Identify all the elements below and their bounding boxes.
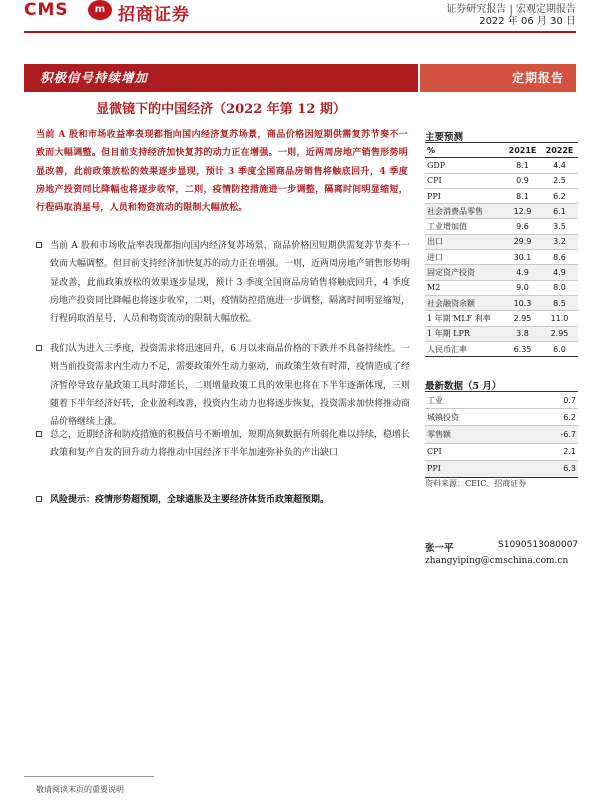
table-row [425,250,578,265]
analyst-name: 张一平 [425,543,454,554]
bullet-text: 我们认为进入三季度，投资需求将迅速回升，6 月以来商品价格的下跌并不具备持续性。一则当前投资需求内生动力不足，需要政策外生动力驱动，而政策生效有时滞，疫情造成了经济暂停导致存量政策工具时滞延长，二则增量政策工具的效果也将在下半年逐渐体现，三则随着下半年经济好转，企业盈利改善，投资内生动力也将逐步恢复，投资需求加快将推动商品价格继续上涨。 [50,344,411,428]
header-divider [24,31,576,33]
cell-2022e: 6.1 [541,204,578,219]
table-row [425,173,578,188]
cell-2022e: 11.0 [541,311,578,326]
row-label: 固定资产投资 [425,265,504,280]
cell-2022e: 3.5 [541,219,578,234]
cell-2022e: 8.5 [541,295,578,310]
cell-2021e: 30.1 [504,250,541,265]
cell-2022e: 8.6 [541,250,578,265]
cell-value: 6.2 [524,409,578,426]
bullet-item [36,237,410,328]
company-logo [0,0,215,26]
bullet-block-2 [36,340,410,431]
bullet-block-risk [36,491,410,509]
cell-value: 2.1 [524,443,578,460]
cell-2022e: 4.4 [541,158,578,173]
report-category: 证券研究报告 | 宏观定期报告 [446,4,576,15]
forecast-header-row [425,143,578,158]
risk-warning-text: 风险提示：疫情形势超预期，全球通胀及主要经济体货币政策超预期。 [50,495,330,505]
row-label: CPI [425,443,524,460]
row-label: 城镇投资 [425,409,524,426]
row-label: 1 年期 LPR [425,326,504,341]
table-row [425,311,578,326]
forecast-col-unit: % [425,143,504,158]
row-label: 进口 [425,250,504,265]
row-label: 工业增加值 [425,219,504,234]
table-row [425,188,578,203]
row-label: 社会融资余额 [425,295,504,310]
table-row [425,265,578,280]
row-label: PPI [425,460,524,477]
row-label: GDP [425,158,504,173]
analyst-certificate-id: S1090513080007 [498,540,579,550]
forecast-col-2021e: 2021E [504,143,541,158]
bullet-text: 当前 A 股和市场收益率表现都指向国内经济复苏场景，商品价格因短期供需复苏节奏不一致而大幅调整。但目前支持经济加快复苏的动力正在增强。一则，近两周房地产销售形势明显改善，此前政策放松的效果逐步显现，预计 3 季度全国商品房销售将触底回升，4 季度房地产投资同比降幅也将逐步收窄，二则，疫情防控措施进一步调整，隔离时间明显缩短，行程码取消星号，人员和物资流动的限制大幅放松。 [50,241,411,325]
cell-2021e: 0.9 [504,173,541,188]
report-date: 2022 年 06 月 30 日 [479,16,576,27]
cell-value: 6.3 [524,460,578,477]
cell-2022e: 2.5 [541,173,578,188]
row-label: PPI [425,188,504,203]
bullet-item [36,426,410,463]
table-row [425,234,578,249]
cell-2022e: 6.0 [541,341,578,356]
table-row [425,460,578,477]
cell-value: 0.7 [524,392,578,409]
cell-2022e: 2.95 [541,326,578,341]
data-source-note: 资料来源：CEIC、招商证券 [425,479,527,488]
cell-2021e: 8.1 [504,158,541,173]
logo-latin-text: CMS [24,0,69,20]
row-label: CPI [425,173,504,188]
cell-2021e: 10.3 [504,295,541,310]
headline-banner-label: 积极信号持续增加 [40,70,149,85]
row-label: 出口 [425,234,504,249]
table-row [425,295,578,310]
table-row [425,426,578,443]
footer-disclaimer: 敬请阅读末页的重要说明 [36,785,124,794]
bullet-block-1 [36,237,410,328]
bullet-square-icon [36,431,42,437]
cell-2021e: 6.35 [504,341,541,356]
cell-2022e: 6.2 [541,188,578,203]
cell-2022e: 3.2 [541,234,578,249]
table-row [425,219,578,234]
table-row [425,204,578,219]
cell-2021e: 9.0 [504,280,541,295]
latest-data-title: 最新数据（5 月） [425,381,502,392]
report-title: 显微镜下的中国经济（2022 年第 12 期） [96,102,346,117]
row-label: 工业 [425,392,524,409]
bullet-item [36,340,410,431]
logo-badge-icon: m [88,0,112,20]
cell-2021e: 29.9 [504,234,541,249]
bullet-square-icon [36,242,42,248]
bullet-block-3 [36,426,410,463]
footer-divider [24,776,154,777]
table-row [425,341,578,356]
row-label: 社会消费品零售 [425,204,504,219]
latest-data-table [425,391,578,478]
cell-2021e: 2.95 [504,311,541,326]
table-row [425,326,578,341]
forecast-col-2022e: 2022E [541,143,578,158]
logo-chinese-text: 招商证券 [118,5,190,25]
table-row [425,280,578,295]
forecast-table-title: 主要预测 [425,132,464,143]
row-label: 零售额 [425,426,524,443]
cell-2021e: 3.8 [504,326,541,341]
report-type-label: 定期报告 [511,71,564,85]
table-row [425,158,578,173]
row-label: 人民币汇率 [425,341,504,356]
table-row [425,409,578,426]
risk-warning [36,491,410,509]
bullet-square-icon [36,496,42,502]
row-label: 1 年期 MLF 利率 [425,311,504,326]
row-label: M2 [425,280,504,295]
table-row [425,443,578,460]
cell-2021e: 9.6 [504,219,541,234]
cell-2021e: 8.1 [504,188,541,203]
bullet-square-icon [36,345,42,351]
summary-paragraph: 当前 A 股和市场收益率表现都指向国内经济复苏场景，商品价格因短期供需复苏节奏不一致而大幅调整。但目前支持经济加快复苏的动力正在增强。一则，近两周房地产销售形势明显改善，此前政策放松的效果逐步显现，预计 3 季度全国商品房销售将触底回升，4 季度房地产投资同比降幅也将逐步收窄，二则，疫情防控措施进一步调整，隔离时间明显缩短，行程码取消星号，人员和物资流动的限制大幅放松。 [36,130,408,214]
bullet-text: 总之，近期经济和防疫措施的积极信号不断增加，短期高频数据有所弱化难以持续，稳增长政策和复产自发的回升动力将推动中国经济下半年加速弥补负的产出缺口 [50,430,411,459]
table-row [425,392,578,409]
cell-2021e: 12.9 [504,204,541,219]
cell-2021e: 4.9 [504,265,541,280]
cell-2022e: 8.0 [541,280,578,295]
forecast-table [425,142,578,357]
analyst-email-link[interactable]: zhangyiping@cmschina.com.cn [425,556,569,566]
cell-value: -6.7 [524,426,578,443]
cell-2022e: 4.9 [541,265,578,280]
